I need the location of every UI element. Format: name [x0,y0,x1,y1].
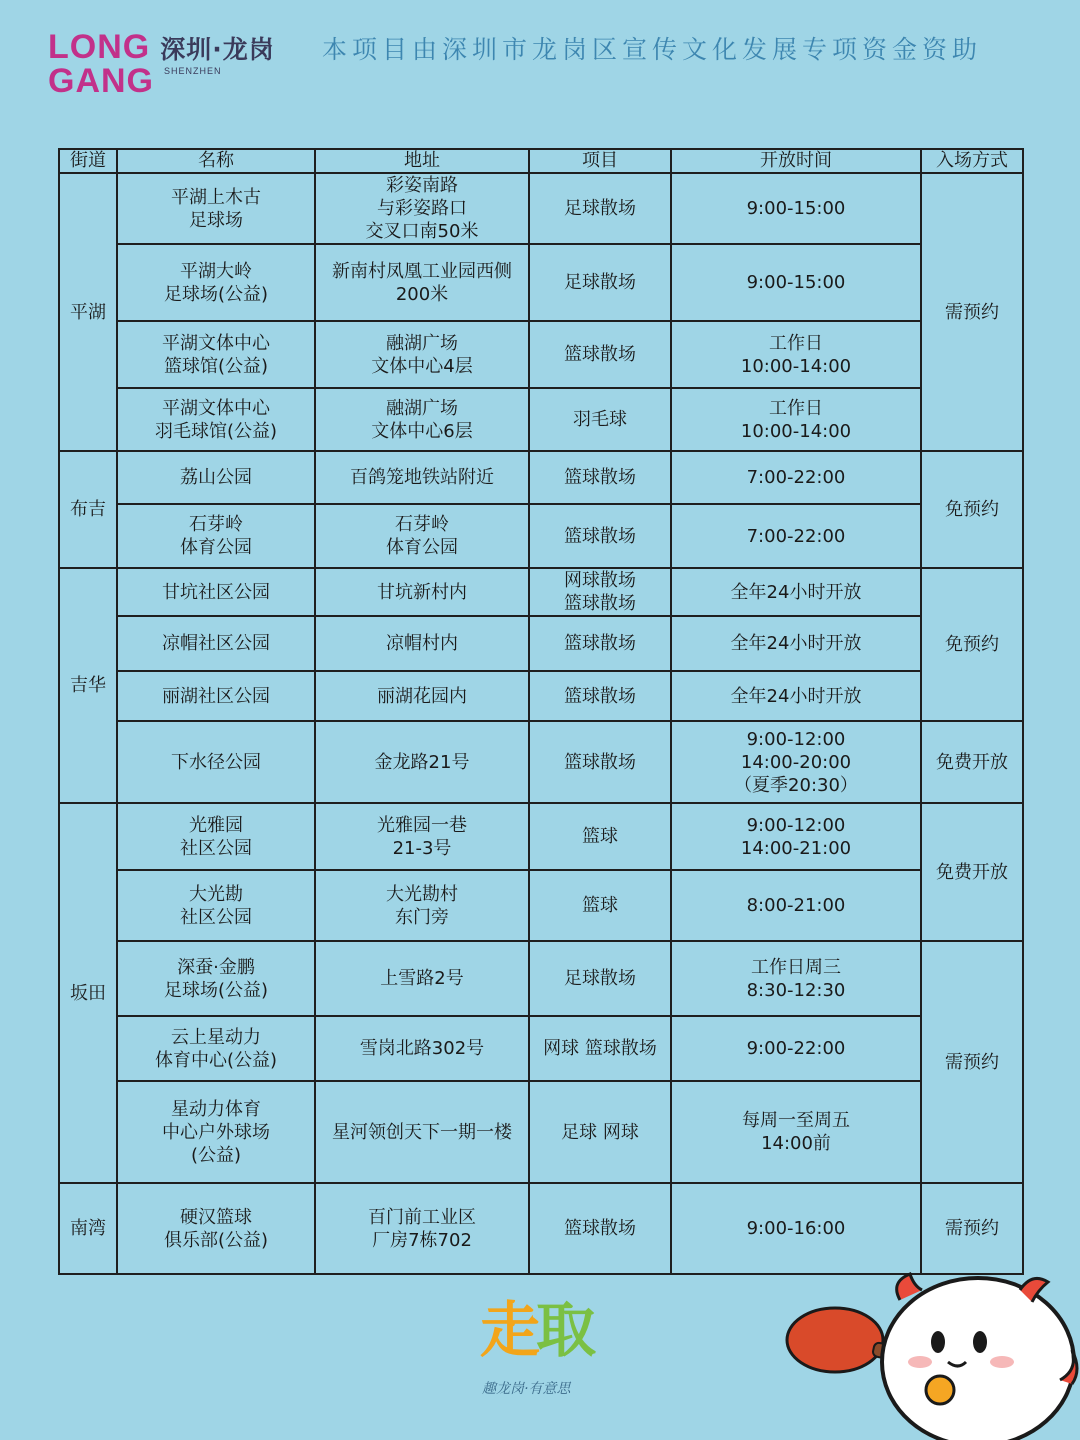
venue-address: 上雪路2号 [315,941,529,1016]
table-row [59,941,1023,1016]
venue-address: 融湖广场 文体中心4层 [315,321,529,388]
venue-address: 石芽岭 体育公园 [315,504,529,568]
fun-logo-slogan: 趣龙岗·有意思 [482,1381,571,1397]
venue-address: 甘坑新村内 [315,568,529,616]
table-row [59,504,1023,568]
venue-address: 丽湖花园内 [315,671,529,721]
venue-hours: 每周一至周五 14:00前 [671,1081,921,1183]
venue-hours: 9:00-12:00 14:00-20:00 （夏季20:30） [671,721,921,803]
table-row [59,568,1023,616]
entry-cell: 需预约 [921,173,1023,451]
fun-longgang-logo [470,1296,610,1406]
venue-hours: 9:00-15:00 [671,173,921,244]
venue-name: 荔山公园 [117,451,315,504]
table-row [59,321,1023,388]
header-address: 地址 [315,149,529,173]
venue-project: 足球散场 [529,941,671,1016]
venue-name: 平湖文体中心 羽毛球馆(公益) [117,388,315,451]
venue-hours: 8:00-21:00 [671,870,921,941]
district-cell: 南湾 [59,1183,117,1274]
table-row [59,803,1023,870]
district-cell: 坂田 [59,803,117,1183]
venue-name: 硬汉篮球 俱乐部(公益) [117,1183,315,1274]
logo-gang-text: GANG [48,62,154,100]
logo-long-text: LONG [48,28,151,66]
entry-cell: 免费开放 [921,803,1023,941]
ping-pong-ball-icon [926,1376,954,1404]
table-row [59,870,1023,941]
venue-address: 新南村凤凰工业园西侧 200米 [315,244,529,321]
district-cell: 布吉 [59,451,117,568]
venue-hours: 全年24小时开放 [671,568,921,616]
page-header [0,0,1080,100]
venue-project: 篮球散场 [529,1183,671,1274]
venue-project: 篮球散场 [529,671,671,721]
venue-hours: 工作日 10:00-14:00 [671,321,921,388]
venue-project: 篮球散场 [529,721,671,803]
venue-address: 光雅园一巷 21-3号 [315,803,529,870]
venue-project: 足球 网球 [529,1081,671,1183]
venue-hours: 9:00-12:00 14:00-21:00 [671,803,921,870]
table-row [59,1016,1023,1081]
venue-project: 篮球散场 [529,616,671,671]
venue-address: 彩姿南路 与彩姿路口 交叉口南50米 [315,173,529,244]
venue-name: 下水径公园 [117,721,315,803]
venue-name: 星动力体育 中心户外球场 (公益) [117,1081,315,1183]
header-district: 街道 [59,149,117,173]
venue-hours: 9:00-16:00 [671,1183,921,1274]
table-row [59,173,1023,244]
venue-project: 篮球散场 [529,451,671,504]
venue-project: 羽毛球 [529,388,671,451]
header-name: 名称 [117,149,315,173]
logo-city-en: SHENZHEN [164,66,222,76]
venue-address: 融湖广场 文体中心6层 [315,388,529,451]
table-row [59,671,1023,721]
venue-address: 大光勘村 东门旁 [315,870,529,941]
venue-project: 网球 篮球散场 [529,1016,671,1081]
venue-address: 金龙路21号 [315,721,529,803]
venue-project: 足球散场 [529,244,671,321]
venue-hours: 全年24小时开放 [671,671,921,721]
entry-cell: 免预约 [921,568,1023,721]
header-project: 项目 [529,149,671,173]
venue-name: 光雅园 社区公园 [117,803,315,870]
venue-name: 深蚕·金鹏 足球场(公益) [117,941,315,1016]
entry-cell: 需预约 [921,1183,1023,1274]
mascot-body-icon [882,1274,1077,1440]
venue-address: 雪岗北路302号 [315,1016,529,1081]
venue-name: 云上星动力 体育中心(公益) [117,1016,315,1081]
sponsor-statement: 本项目由深圳市龙岗区宣传文化发展专项资金资助 [322,35,983,64]
mascot-illustration [780,1270,1080,1440]
entry-cell: 免预约 [921,451,1023,568]
longgang-logo [48,28,275,100]
venue-name: 甘坑社区公园 [117,568,315,616]
venue-hours: 工作日周三 8:30-12:30 [671,941,921,1016]
venue-hours: 工作日 10:00-14:00 [671,388,921,451]
venue-hours: 7:00-22:00 [671,451,921,504]
venue-address: 星河领创天下一期一楼 [315,1081,529,1183]
venue-address: 百门前工业区 厂房7栋702 [315,1183,529,1274]
venue-project: 篮球散场 [529,504,671,568]
table-row [59,1183,1023,1274]
venue-hours: 9:00-15:00 [671,244,921,321]
venue-project: 篮球 [529,803,671,870]
venue-name: 平湖大岭 足球场(公益) [117,244,315,321]
venue-name: 石芽岭 体育公园 [117,504,315,568]
table-row [59,451,1023,504]
header-hours: 开放时间 [671,149,921,173]
entry-cell: 免费开放 [921,721,1023,803]
venue-project: 篮球散场 [529,321,671,388]
logo-city-cn: 深圳·龙岗 [160,35,275,64]
venue-project: 篮球 [529,870,671,941]
table-row [59,388,1023,451]
header-entry: 入场方式 [921,149,1023,173]
venue-project: 网球散场 篮球散场 [529,568,671,616]
venue-hours: 全年24小时开放 [671,616,921,671]
district-cell: 平湖 [59,173,117,451]
venue-project: 足球散场 [529,173,671,244]
district-cell: 吉华 [59,568,117,803]
venue-name: 平湖文体中心 篮球馆(公益) [117,321,315,388]
table-row [59,244,1023,321]
table-row [59,1081,1023,1183]
venue-address: 百鸽笼地铁站附近 [315,451,529,504]
entry-cell: 需预约 [921,941,1023,1183]
venue-hours: 7:00-22:00 [671,504,921,568]
table-header-row [59,149,1023,173]
venue-name: 大光勘 社区公园 [117,870,315,941]
venue-name: 凉帽社区公园 [117,616,315,671]
fun-logo-mark: 走取 [480,1296,592,1366]
venue-name: 平湖上木古 足球场 [117,173,315,244]
venue-hours: 9:00-22:00 [671,1016,921,1081]
table-row [59,616,1023,671]
venue-address: 凉帽村内 [315,616,529,671]
table-row [59,721,1023,803]
venue-table [58,148,1024,1275]
venue-name: 丽湖社区公园 [117,671,315,721]
